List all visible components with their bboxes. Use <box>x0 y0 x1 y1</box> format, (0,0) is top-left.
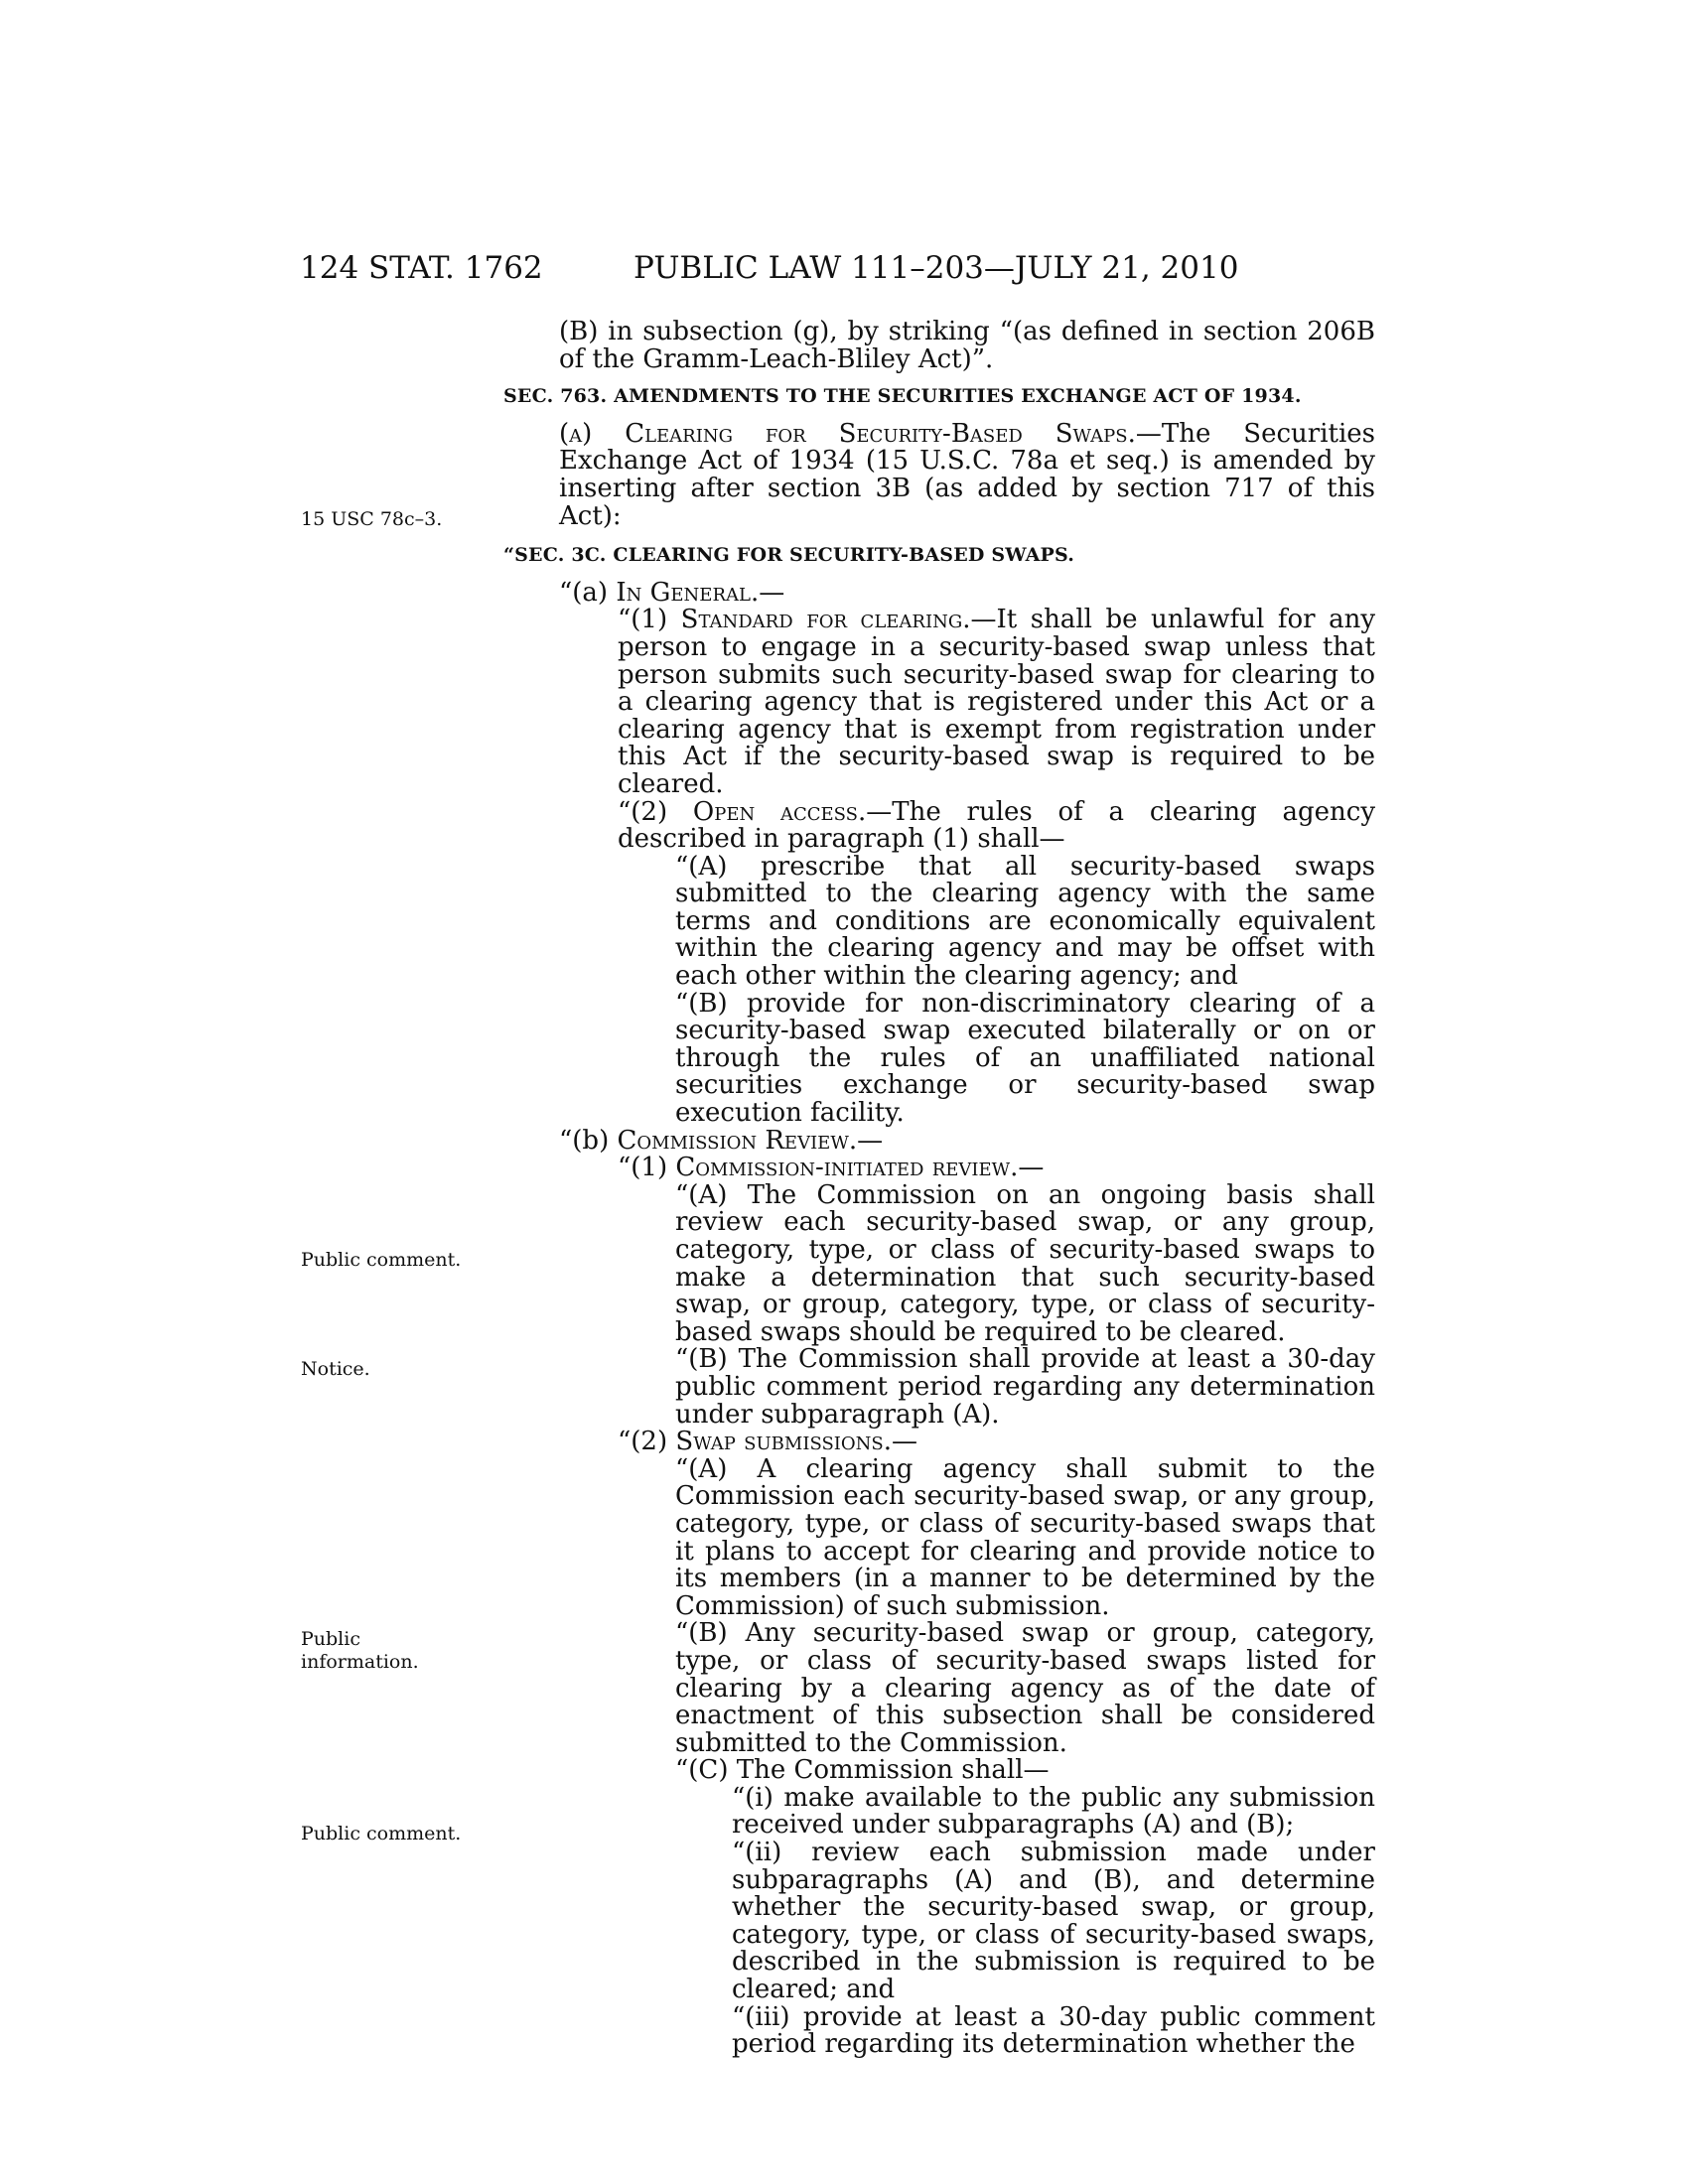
paragraph-a2-label: Open access. <box>692 796 867 827</box>
paragraph-a1-label: Standard for clearing. <box>680 605 971 635</box>
margin-note-usc: 15 USC 78c–3. <box>301 508 443 530</box>
subsection-a-prefix: “(a) <box>559 577 617 608</box>
subparagraph-b1-A: “(A) The Commission on an ongoing basis shall review each security-based swap, or any group, category, type, or class of security-based swaps to make a determination that such security-based swap, or group, category, type, or class of security-based swaps should be required to be cleared. <box>675 1179 1375 1347</box>
paragraph-b2-dash: — <box>892 1427 918 1457</box>
margin-note-notice: Notice. <box>301 1358 370 1380</box>
subparagraph-a2-B: “(B) provide for non-discriminatory clearing of a security-based swap executed bilaterally or on or through the rules of an unaffiliated national securities exchange or security-based swap execution facility. <box>675 988 1375 1129</box>
margin-note-public-information: Public information. <box>301 1628 419 1673</box>
paragraph-a1-prefix: “(1) <box>618 605 681 635</box>
paragraph-b1-heading <box>503 1155 1375 1182</box>
subsection-b-heading <box>503 1125 1375 1156</box>
paragraph-b2-prefix: “(2) <box>618 1427 676 1457</box>
paragraph-a1 <box>503 607 1375 798</box>
subparagraph-b2-A: “(A) A clearing agency shall submit to the Commission each security-based swap, or any group, category, type, or class of security-based swaps that it plans to accept for clearing and provide notice to its members (in a manner to be determined by the Commission) of such submission. <box>675 1453 1375 1621</box>
margin-note-public-comment-2: Public comment. <box>301 1823 462 1844</box>
subsection-b-prefix: “(b) <box>559 1125 618 1156</box>
clause-b2-C-i: “(i) make available to the public any submission received under subparagraphs (A) and (B); <box>732 1782 1375 1841</box>
running-head: PUBLIC LAW 111–203—JULY 21, 2010 <box>633 250 1239 286</box>
clause-b2-C-ii: “(ii) review each submission made under subparagraphs (A) and (B), and determine whether the security-based swap, or group, category, type, or class of security-based swaps, described in the submission is required to be cleared; and <box>732 1838 1375 2005</box>
paragraph-a1-text: —It shall be unlawful for any person to engage in a security-based swap unless that person submits such security-based swap for clearing to a clearing agency that is registered under this Act or a clearing agency that is exempt from registration under this Act if the security-based swap is required to be cleared. <box>618 605 1376 799</box>
subsection-a-dash: — <box>759 577 785 608</box>
paragraph-b2-heading <box>503 1429 1375 1456</box>
paragraph-b1-dash: — <box>1018 1153 1045 1183</box>
subsection-a-heading <box>503 577 1375 608</box>
paragraph-a-clearing <box>503 418 1376 531</box>
margin-note-public-comment: Public comment. <box>301 1249 462 1271</box>
document-body <box>503 319 1375 2059</box>
paragraph-a2 <box>503 796 1376 855</box>
paragraph-a2-text: —The rules of a clearing agency described in paragraph (1) shall— <box>618 796 1376 855</box>
subparagraph-b2-B: “(B) Any security-based swap or group, category, type, or class of security-based swaps listed for clearing by a clearing agency as of the date of enactment of this subsection shall be considered submitted to the Commission. <box>675 1618 1375 1758</box>
section-763-heading: SEC. 763. AMENDMENTS TO THE SECURITIES EXCHANGE ACT OF 1934. <box>503 385 1302 408</box>
section-3c-heading: “SEC. 3C. CLEARING FOR SECURITY-BASED SWAPS. <box>503 544 1075 567</box>
paragraph-a2-prefix: “(2) <box>618 796 693 827</box>
paragraph-b1-label: Commission-initiated review. <box>675 1153 1019 1183</box>
paragraph-b1-prefix: “(1) <box>618 1153 676 1183</box>
paragraph-b2-label: Swap submissions. <box>675 1427 893 1457</box>
subparagraph-a2-A: “(A) prescribe that all security-based swaps submitted to the clearing agency with the same terms and conditions are economically equivalent within the clearing agency and may be offset with each other within the clearing agency; and <box>675 851 1375 992</box>
paragraph-b-continued: (B) in subsection (g), by striking “(as defined in section 206B of the Gramm-Leach-Bliley Act)”. <box>559 317 1375 374</box>
subsection-b-dash: — <box>857 1125 884 1156</box>
subsection-a-label: In General. <box>616 577 760 608</box>
paragraph-a-text: —The Securities Exchange Act of 1934 (15 U.S.C. 78a et seq.) is amended by inserting after section 3B (as added by section 717 of this Act): <box>559 418 1376 531</box>
subparagraph-b2-C: “(C) The Commission shall— <box>675 1755 1050 1786</box>
page-number: 124 STAT. 1762 <box>300 250 543 286</box>
subsection-b-label: Commission Review. <box>617 1125 858 1156</box>
subparagraph-b1-B: “(B) The Commission shall provide at least a 30-day public comment period regarding any determination under subparagraph (A). <box>675 1344 1375 1430</box>
paragraph-a-label: (a) Clearing for Security-Based Swaps. <box>559 418 1136 449</box>
clause-b2-C-iii: “(iii) provide at least a 30-day public comment period regarding its determination whether the <box>732 2001 1375 2060</box>
